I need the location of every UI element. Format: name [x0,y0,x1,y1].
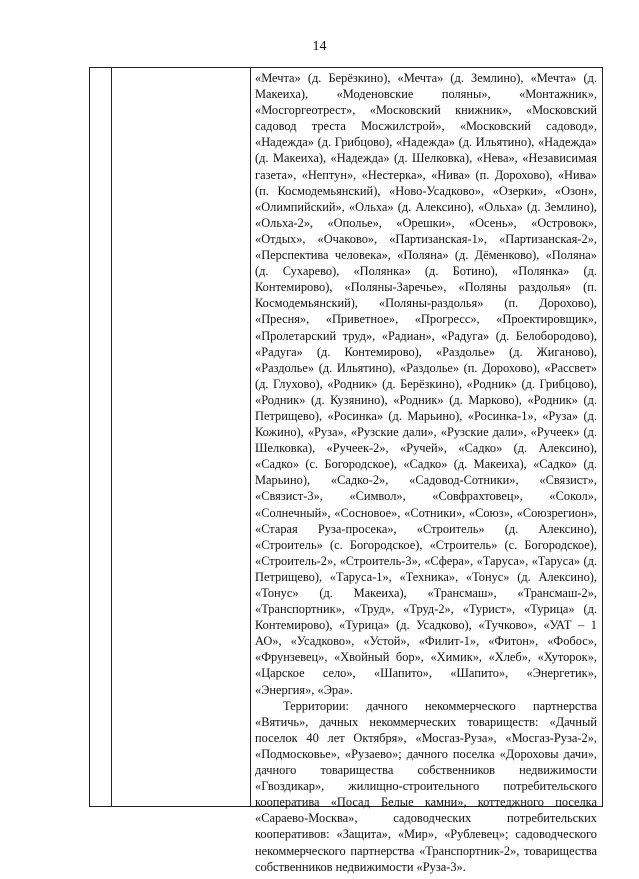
document-table [89,67,603,874]
territories-paragraph: Территории: дачного некоммерческого партнерства «Вятичь», дачных некоммерческих товариществ: «Дачный поселок 40 лет Октября», «Мосгаз-Руза», «Мосгаз-Руза-2», «Подмосковье», «Рузаево»; дачного поселка «Дороховы дачи», дачного товарищества собственников недвижимости «Гвоздикар», жилищно-строительного потребительского кооператива «Посад Белые камни», коттеджного поселка «Сараево-Москва», садоводческих потребительских кооперативов: «Защита», «Мир», «Рублевец»; садоводческого некоммерческого партнерства «Транспортник-2», товарищества собственников недвижимости «Руза-3». [255,698,597,874]
table-content-cell [255,70,597,875]
table-column-divider-2 [250,68,251,806]
table-column-divider-1 [111,68,112,806]
snt-names-paragraph: «Мечта» (д. Берёзкино), «Мечта» (д. Землино), «Мечта» (д. Макеиха), «Моденовские поляны», «Монтажник», «Мосгоргеотрест», «Московский книжник», «Московский садовод треста Мосжилстрой», «Московский садовод», «Надежда» (д. Грибцово), «Надежда» (д. Ильятино), «Надежда» (д. Макеиха), «Надежда» (д. Шелковка), «Нева», «Независимая газета», «Нептун», «Нестерка», «Нива» (п. Дорохово), «Нива» (п. Космодемьянский), «Ново-Усадково», «Озерки», «Озон», «Олимпийский», «Ольха» (д. Алексино), «Ольха» (д. Землино), «Ольха-2», «Ополье», «Орешки», «Осень», «Островок», «Отдых», «Очаково», «Партизанская-1», «Партизанская-2», «Перспектива человека», «Поляна» (д. Дёменково), «Поляна» (д. Сухарево), «Полянка» (д. Ботино), «Полянка» (д. Контемирово), «Поляны-Заречье», «Поляны раздолья» (п. Космодемьянский), «Поляны-раздолья» (п. Дорохово), «Пресня», «Приветное», «Прогресс», «Проектировщик», «Пролетарский труд», «Радиан», «Радуга» (д. Белобородово), «Радуга» (д. Контемирово), «Раздолье» (д. Жиганово), «Раздолье» (д. Ильятино), «Раздолье» (п. Дорохово), «Рассвет» (д. Глухово), «Родник» (д. Берёзкино), «Родник» (д. Грибцово), «Родник» (д. Кузянино), «Родник» (д. Марково), «Родник» (д. Петрищево), «Росинка» (д. Марьино), «Росинка-1», «Руза» (д. Кожино), «Руза», «Рузские дали», «Рузские дали», «Ручеек» (д. Шелковка), «Ручеек-2», «Ручей», «Садко» (д. Алексино), «Садко» (с. Богородское), «Садко» (д. Макеиха), «Садко» (д. Марьино), «Садко-2», «Садовод-Сотники», «Связист», «Связист-3», «Символ», «Совфрахтовец», «Сокол», «Солнечный», «Сосновое», «Сотники», «Союз», «Союзрегион», «Старая Руза-просека», «Строитель» (д. Алексино), «Строитель» (с. Богородское), «Строитель» (с. Богородское), «Строитель-2», «Строитель-3», «Сфера», «Таруса», «Таруса» (д. Петрищево), «Таруса-1», «Техника», «Тонус» (д. Алексино), «Тонус» (д. Макеиха), «Трансмаш», «Трансмаш-2», «Транспортник», «Труд», «Труд-2», «Турист», «Турица» (д. Контемирово), «Турица» (д. Усадково), «Тучково», «УАТ – 1 АО», «Усадково», «Устой», «Филит-1», «Фитон», «Фобос», «Фрунзевец», «Хвойный бор», «Химик», «Хлеб», «Хуторок», «Царское село», «Шапито», «Шапито», «Энергетик», «Энергия», «Эра». [255,71,597,697]
page-number: 14 [312,39,327,54]
